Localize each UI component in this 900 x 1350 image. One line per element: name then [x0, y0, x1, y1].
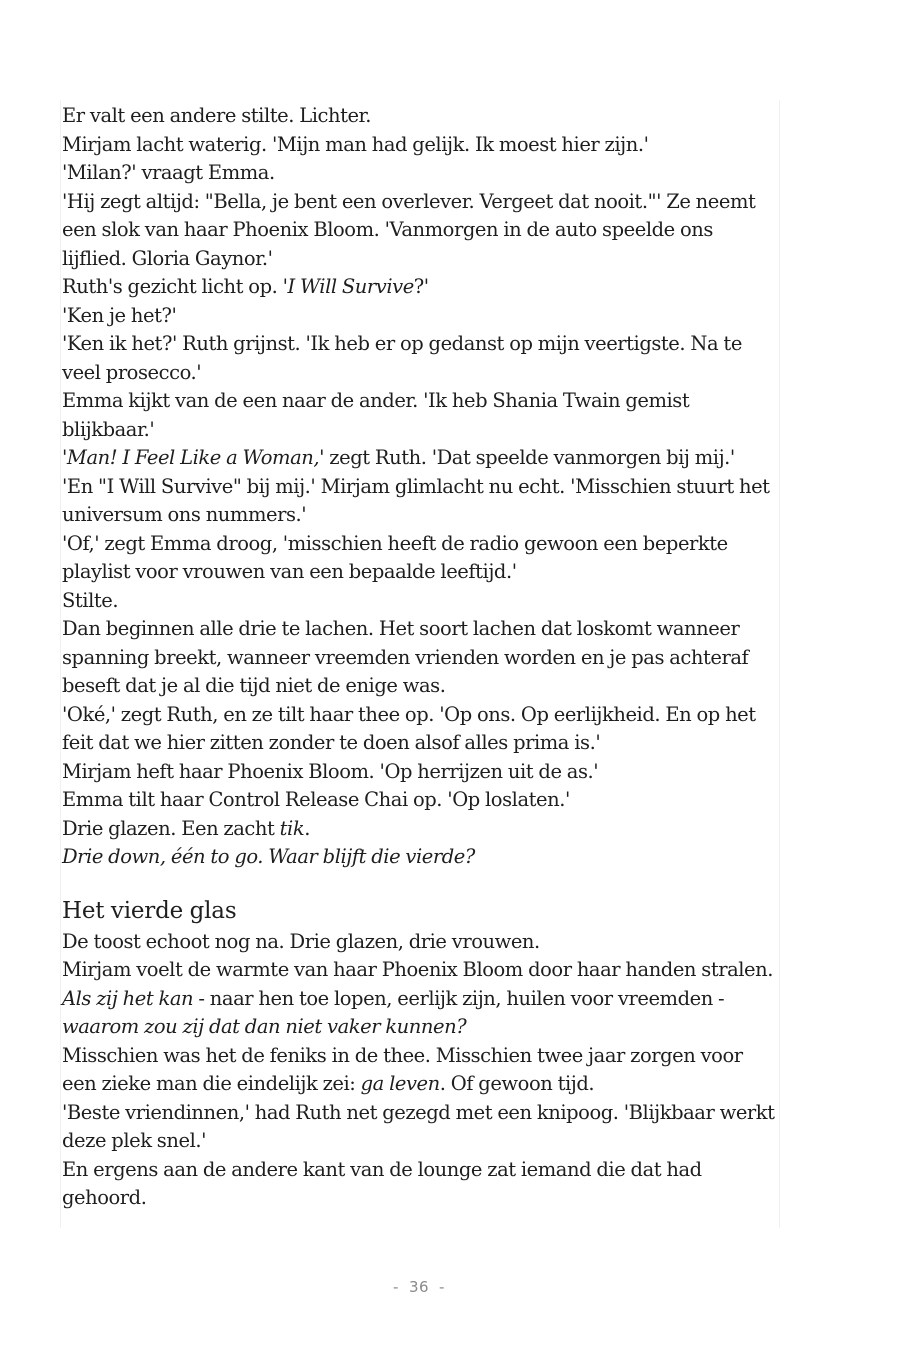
paragraph: 'En "I Will Survive" bij mij.' Mirjam glimlacht nu echt. 'Misschien stuurt het universum ons nummers.' [62, 474, 770, 526]
paragraph: 'Beste vriendinnen,' had Ruth net gezegd met een knipoog. 'Blijkbaar werkt deze plek snel.' [62, 1100, 775, 1152]
paragraph: Emma kijkt van de een naar de ander. 'Ik heb Shania Twain gemist blijkbaar.' [62, 389, 690, 441]
paragraph: Emma tilt haar Control Release Chai op. 'Op loslaten.' [62, 788, 570, 811]
song-title-italic: I Will Survive [287, 275, 414, 298]
text-run: ' [62, 446, 67, 469]
page-number: 36 [408, 1278, 430, 1296]
paragraph: Dan beginnen alle drie te lachen. Het soort lachen dat loskomt wanneer spanning breekt, wanneer vreemden vrienden worden en je pas achteraf beseft dat je al die tijd niet de enige was. [62, 617, 749, 697]
paragraph: Stilte. [62, 588, 119, 612]
paragraph: Er valt een andere stilte. Lichter. [62, 104, 372, 127]
song-title-italic: Man! I Feel Like a Woman, [66, 446, 320, 469]
italic-word: tik [279, 816, 305, 840]
text-run: ' zegt Ruth. 'Dat speelde vanmorgen bij mij.' [319, 446, 735, 469]
paragraph: De toost echoot nog na. Drie glazen, drie vrouwen. [62, 929, 540, 953]
text-run: - naar hen toe lopen, eerlijk zijn, huilen voor vreemden - [193, 986, 725, 1010]
paragraph [62, 1042, 778, 1099]
paragraph: 'Ken ik het?' Ruth grijnst. 'Ik heb er op gedanst op mijn veertigste. Na te veel prosecco.' [62, 332, 742, 384]
text-run: Drie glazen. Een zacht [62, 816, 280, 840]
text-run: Misschien was het de feniks in de thee. Misschien twee jaar zorgen voor een zieke man die eindelijk zei: [62, 1043, 743, 1095]
paragraph: 'Milan?' vraagt Emma. [62, 161, 275, 184]
text-run: Ruth's gezicht licht op. ' [62, 275, 288, 298]
paragraph: 'Hij zegt altijd: "Bella, je bent een overlever. Vergeet dat nooit."' Ze neemt een slok van haar Phoenix Bloom. 'Vanmorgen in de auto speelde ons lijflied. Gloria Gaynor.' [62, 189, 756, 270]
paragraph: 'Oké,' zegt Ruth, en ze tilt haar thee op. 'Op ons. Op eerlijkheid. En op het feit dat we hier zitten zonder te doen alsof alles prima is.' [62, 702, 756, 754]
footer-dash: - [393, 1278, 399, 1296]
paragraph: 'Ken je het?' [62, 303, 177, 327]
paragraph [62, 815, 778, 844]
paragraph: En ergens aan de andere kant van de lounge zat iemand die dat had gehoord. [62, 1157, 702, 1209]
text-run: ?' [413, 275, 429, 298]
text-run: Mirjam voelt de warmte van haar Phoenix Bloom door haar handen stralen. [62, 958, 774, 981]
paragraph: Mirjam lacht waterig. 'Mijn man had gelijk. Ik moest hier zijn.' [62, 132, 649, 156]
paragraph: 'Of,' zegt Emma droog, 'misschien heeft de radio gewoon een beperkte playlist voor vrouwen van een bepaalde leeftijd.' [62, 531, 728, 583]
italic-thought: waarom zou zij dat dan niet vaker kunnen? [62, 1015, 467, 1038]
italic-word: ga leven [360, 1072, 440, 1095]
paragraph [62, 956, 778, 1042]
italic-thought: Drie down, één to go. Waar blijft die vierde? [62, 845, 475, 868]
text-run: . [304, 816, 310, 840]
section-heading: Het vierde glas [62, 897, 237, 924]
footer-dash: - [439, 1278, 445, 1296]
paragraph [62, 273, 778, 302]
page-footer [0, 1278, 838, 1296]
body-text [62, 102, 778, 1213]
text-run: . Of gewoon tijd. [439, 1072, 595, 1095]
paragraph [62, 444, 778, 473]
paragraph: Mirjam heft haar Phoenix Bloom. 'Op herrijzen uit de as.' [62, 759, 599, 783]
italic-thought: Als zij het kan [62, 986, 194, 1010]
